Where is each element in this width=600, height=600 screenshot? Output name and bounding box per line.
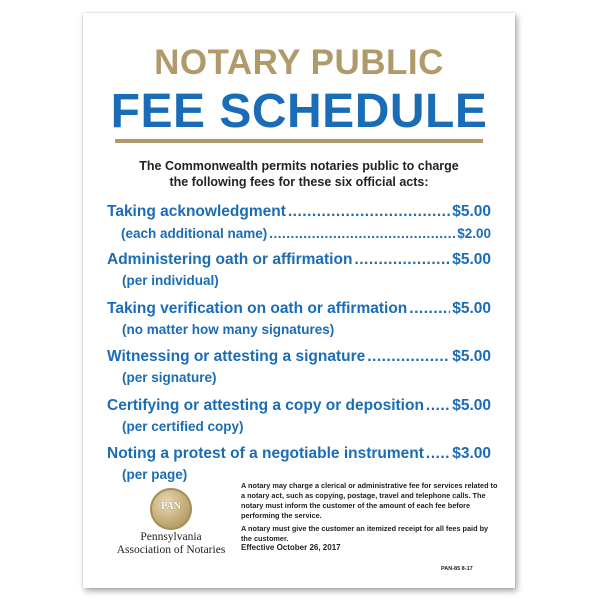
dot-leader [426, 396, 450, 415]
dot-leader [426, 444, 450, 463]
fine-print [241, 481, 499, 547]
fee-price: $5.00 [452, 397, 491, 414]
effective-date: Effective October 26, 2017 [241, 543, 341, 552]
dot-leader [288, 202, 450, 221]
fee-item-acknowledgment [107, 202, 491, 243]
fee-item-certifying [107, 396, 491, 436]
fee-note: (per page) [122, 467, 188, 482]
fee-act-label: Certifying or attesting a copy or deposition [107, 397, 424, 414]
fee-price: $5.00 [452, 348, 491, 365]
fee-schedule-poster [83, 13, 515, 588]
fee-note: (per certified copy) [122, 419, 244, 434]
dot-leader [367, 347, 450, 366]
fee-note: (per signature) [122, 370, 217, 385]
fee-note: (per individual) [122, 273, 219, 288]
pan-seal-icon [150, 488, 192, 530]
org-line-2: Association of Notaries [116, 544, 226, 556]
fine-print-receipt: A notary must give the customer an itemized receipt for all fees paid by the customer. [241, 524, 489, 543]
dot-leader [409, 299, 450, 318]
intro-line-2: the following fees for these six official acts: [169, 175, 429, 189]
dot-leader [354, 250, 450, 269]
fee-item-witnessing [107, 347, 491, 387]
fee-price: $5.00 [452, 300, 491, 317]
intro-line-1: The Commonwealth permits notaries public to charge [139, 159, 459, 173]
fee-sub-price: $2.00 [457, 226, 491, 241]
fee-item-protest [107, 444, 491, 484]
organization-name [115, 531, 227, 557]
fine-print-clerical-fee: A notary may charge a clerical or administrative fee for services related to a notary act, such as copying, postage, travel and telephone calls. The notary must inform the customer of the amount of each fee before performing the service. [241, 481, 498, 520]
title-notary-public: NOTARY PUBLIC [154, 43, 444, 82]
fee-sub-act-label: (each additional name) [121, 226, 268, 241]
fee-act-label: Taking acknowledgment [107, 203, 286, 220]
form-code: PAN-85 8-17 [441, 566, 473, 572]
fee-price: $3.00 [452, 445, 491, 462]
fee-act-label: Noting a protest of a negotiable instrument [107, 445, 424, 462]
seal-logo-text: PAN [161, 501, 181, 512]
org-line-1: Pennsylvania [140, 531, 202, 543]
intro-text [103, 158, 495, 190]
fee-price: $5.00 [452, 203, 491, 220]
dot-leader [269, 224, 455, 243]
fee-item-oath [107, 250, 491, 290]
fee-act-label: Administering oath or affirmation [107, 251, 353, 268]
fee-price: $5.00 [452, 251, 491, 268]
fee-act-label: Witnessing or attesting a signature [107, 348, 366, 365]
fee-act-label: Taking verification on oath or affirmation [107, 300, 408, 317]
gold-divider [115, 139, 483, 143]
title-fee-schedule: FEE SCHEDULE [110, 85, 488, 138]
fee-note: (no matter how many signatures) [122, 322, 335, 337]
fee-item-verification [107, 299, 491, 339]
